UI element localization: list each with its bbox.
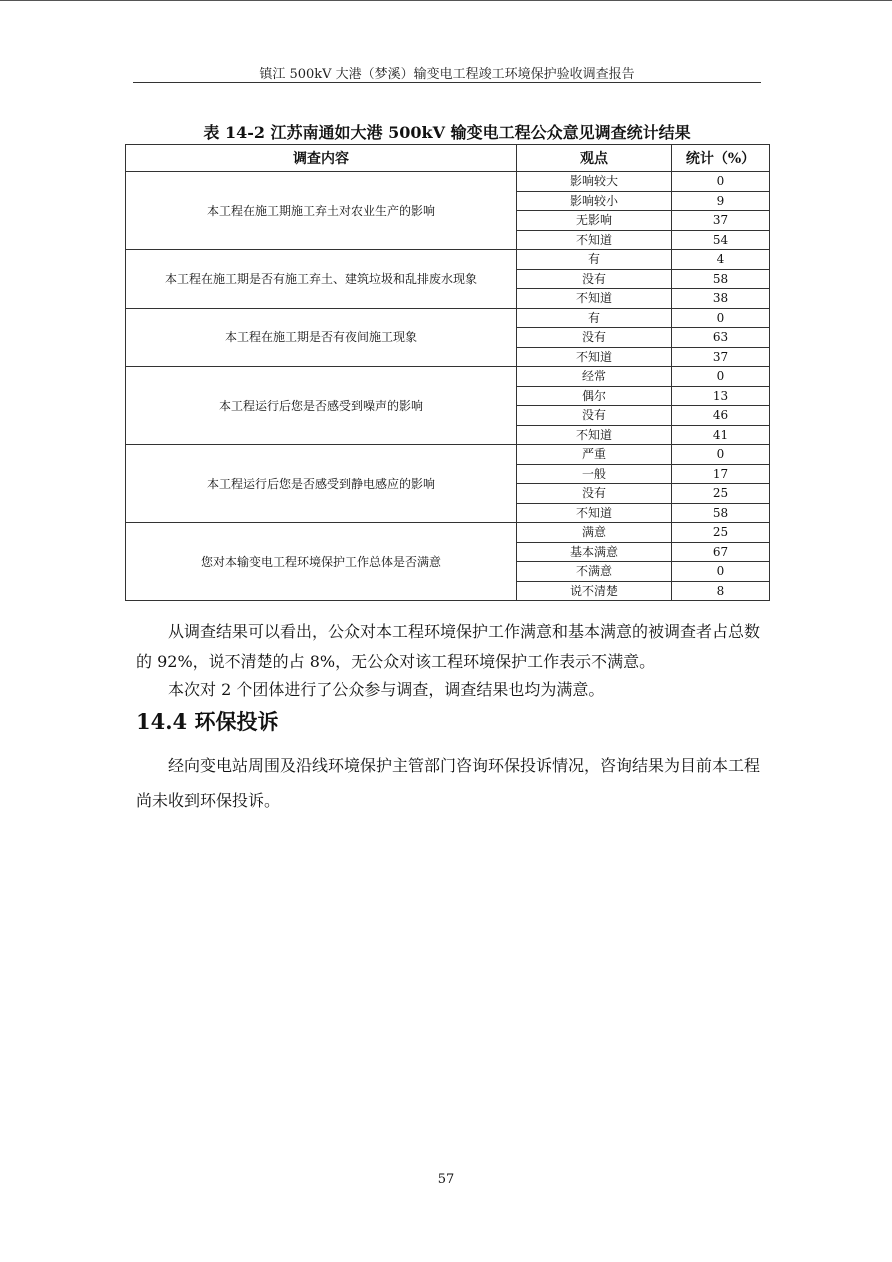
survey-question: 本工程在施工期是否有夜间施工现象 (126, 308, 517, 367)
survey-percentage: 9 (672, 191, 770, 211)
survey-table (125, 144, 770, 601)
survey-opinion: 无影响 (517, 211, 672, 231)
survey-question: 本工程运行后您是否感受到静电感应的影响 (126, 445, 517, 523)
survey-question: 本工程在施工期是否有施工弃土、建筑垃圾和乱排废水现象 (126, 250, 517, 309)
survey-opinion: 没有 (517, 484, 672, 504)
survey-percentage: 13 (672, 386, 770, 406)
survey-opinion: 影响较大 (517, 172, 672, 192)
table-header-row (126, 145, 770, 172)
survey-opinion: 不满意 (517, 562, 672, 582)
survey-percentage: 46 (672, 406, 770, 426)
survey-percentage: 8 (672, 581, 770, 601)
table-row (126, 523, 770, 543)
paragraph-group-survey: 本次对 2 个团体进行了公众参与调查，调查结果也均为满意。 (168, 680, 605, 699)
survey-percentage: 37 (672, 347, 770, 367)
survey-opinion: 不知道 (517, 347, 672, 367)
table-row (126, 445, 770, 465)
survey-opinion: 有 (517, 250, 672, 270)
survey-percentage: 38 (672, 289, 770, 309)
survey-question: 本工程在施工期施工弃土对农业生产的影响 (126, 172, 517, 250)
table-row (126, 172, 770, 192)
survey-percentage: 17 (672, 464, 770, 484)
header-content: 调查内容 (126, 145, 517, 172)
survey-percentage: 37 (672, 211, 770, 231)
page-number: 57 (437, 1172, 455, 1187)
paragraph-survey-conclusion: 从调查结果可以看出，公众对本工程环境保护工作满意和基本满意的被调查者占总数的 92%，说不清楚的占 8%，无公众对该工程环境保护工作表示不满意。 (136, 622, 761, 671)
header-rule (133, 82, 761, 83)
survey-opinion: 满意 (517, 523, 672, 543)
survey-percentage: 63 (672, 328, 770, 348)
top-border (0, 0, 892, 1)
survey-percentage: 41 (672, 425, 770, 445)
section-heading: 14.4 环保投诉 (136, 709, 279, 734)
survey-opinion: 没有 (517, 269, 672, 289)
survey-question: 您对本输变电工程环境保护工作总体是否满意 (126, 523, 517, 601)
table-title: 表 14-2 江苏南通如大港 500kV 输变电工程公众意见调查统计结果 (203, 123, 691, 142)
survey-percentage: 58 (672, 269, 770, 289)
header-opinion: 观点 (517, 145, 672, 172)
survey-percentage: 25 (672, 484, 770, 504)
survey-percentage: 25 (672, 523, 770, 543)
survey-percentage: 0 (672, 308, 770, 328)
survey-percentage: 0 (672, 445, 770, 465)
running-header: 镇江 500kV 大港（梦溪）输变电工程竣工环境保护验收调查报告 (259, 67, 635, 82)
survey-opinion: 一般 (517, 464, 672, 484)
survey-opinion: 没有 (517, 406, 672, 426)
survey-opinion: 不知道 (517, 289, 672, 309)
survey-opinion: 严重 (517, 445, 672, 465)
survey-question: 本工程运行后您是否感受到噪声的影响 (126, 367, 517, 445)
survey-opinion: 不知道 (517, 425, 672, 445)
survey-opinion: 有 (517, 308, 672, 328)
table-row (126, 308, 770, 328)
survey-percentage: 67 (672, 542, 770, 562)
table-row (126, 250, 770, 270)
survey-percentage: 0 (672, 172, 770, 192)
survey-opinion: 偶尔 (517, 386, 672, 406)
header-stat: 统计（%） (672, 145, 770, 172)
table-row (126, 367, 770, 387)
survey-opinion: 不知道 (517, 503, 672, 523)
survey-percentage: 54 (672, 230, 770, 250)
survey-opinion: 说不清楚 (517, 581, 672, 601)
survey-percentage: 0 (672, 367, 770, 387)
survey-table-body (126, 172, 770, 601)
survey-opinion: 基本满意 (517, 542, 672, 562)
survey-percentage: 4 (672, 250, 770, 270)
survey-opinion: 没有 (517, 328, 672, 348)
paragraph-complaints: 经向变电站周围及沿线环境保护主管部门咨询环保投诉情况，咨询结果为目前本工程尚未收到环保投诉。 (136, 756, 761, 810)
survey-opinion: 影响较小 (517, 191, 672, 211)
survey-opinion: 经常 (517, 367, 672, 387)
survey-percentage: 0 (672, 562, 770, 582)
survey-percentage: 58 (672, 503, 770, 523)
survey-opinion: 不知道 (517, 230, 672, 250)
